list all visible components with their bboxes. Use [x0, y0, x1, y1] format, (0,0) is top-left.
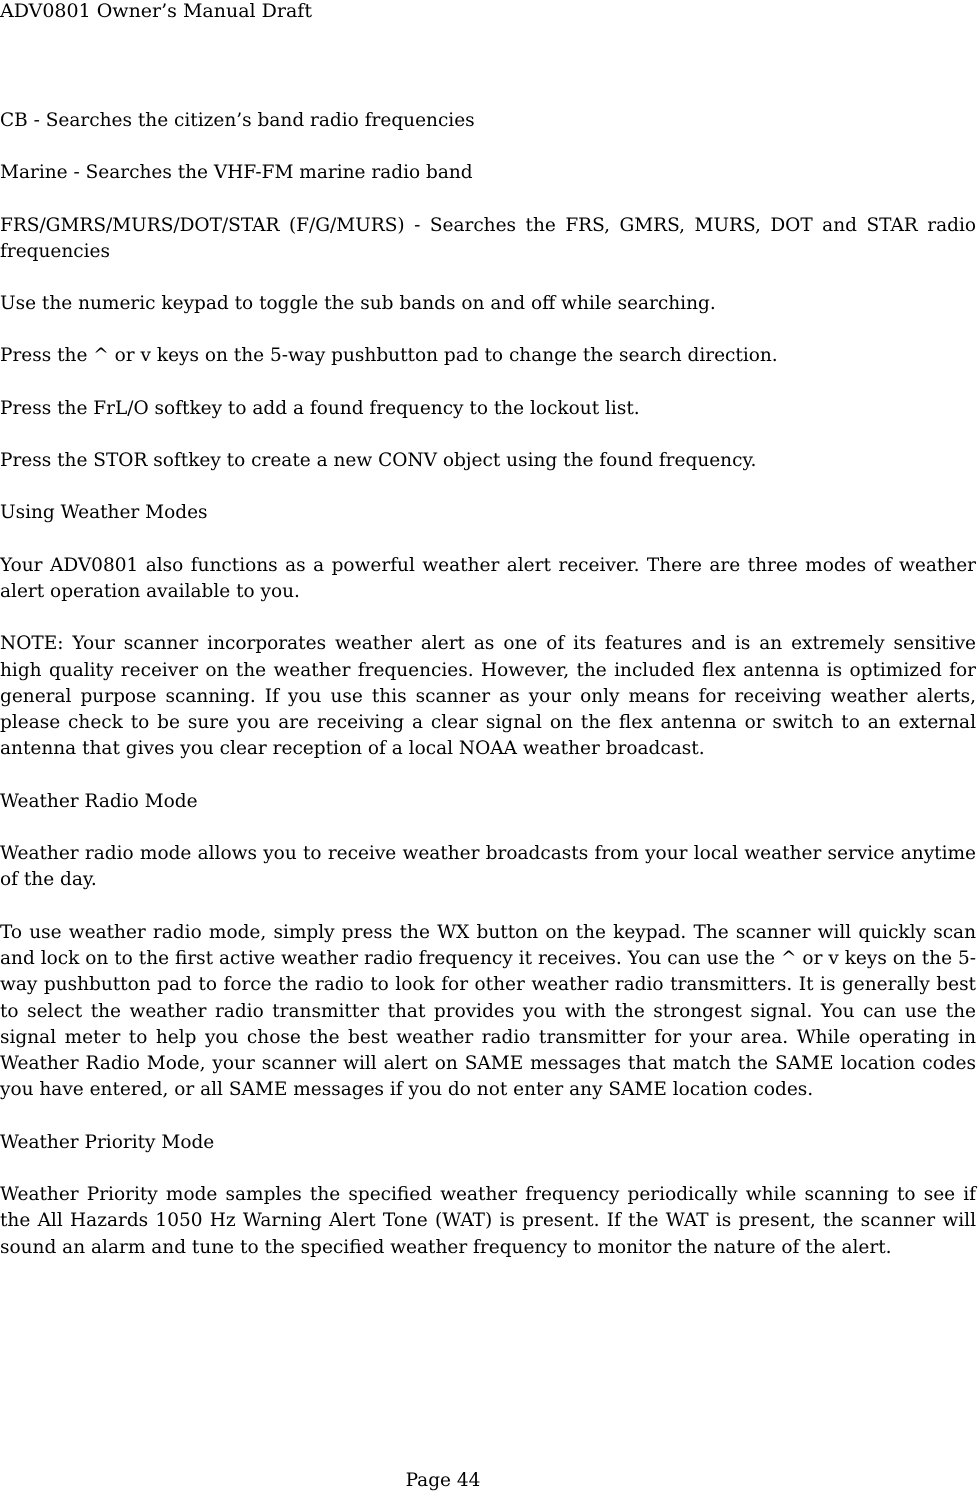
paragraph-search-direction: Press the ^ or v keys on the 5-way pushbutton pad to change the search direction.: [0, 345, 778, 367]
section-heading-weather-modes: Using Weather Modes: [0, 502, 208, 524]
paragraph-weather-priority-mode: Weather Priority mode samples the specified weather frequency periodically while scanning to see if the All Hazards 1050 Hz Warning Alert Tone (WAT) is present. If the WAT is present, the scanner will sound an alarm and tune to the specified weather frequency to monitor the nature of the alert.: [0, 1184, 976, 1258]
paragraph-note: NOTE: Your scanner incorporates weather alert as one of its features and is an extremely sensitive high quality receiver on the weather frequencies. However, the included flex antenna is optimized for general purpose scanning. If you use this scanner as your only means for receiving weather alerts, please check to be sure you are receiving a clear signal on the flex antenna or switch to an external antenna that gives you clear reception of a local NOAA weather broadcast.: [0, 633, 976, 760]
paragraph-keypad-toggle: Use the numeric keypad to toggle the sub bands on and off while searching.: [0, 293, 716, 315]
paragraph-weather-radio-usage: To use weather radio mode, simply press the WX button on the keypad. The scanner will quickly scan and lock on to the first active weather radio frequency it receives. You can use the ^ or v keys on the 5-way pushbutton pad to force the radio to look for other weather radio transmitters. It is generally best to select the weather radio transmitter that provides you with the strongest signal. You can use the signal meter to help you chose the best weather radio transmitter for your area. While operating in Weather Radio Mode, your scanner will alert on SAME messages that match the SAME location codes you have entered, or all SAME messages if you do not enter any SAME location codes.: [0, 921, 976, 1101]
page-number: Page 44: [405, 1470, 481, 1491]
paragraph-weather-radio-mode: Weather radio mode allows you to receive weather broadcasts from your local weather service anytime of the day.: [0, 843, 976, 891]
paragraph-stor: Press the STOR softkey to create a new CONV object using the found frequency.: [0, 450, 757, 472]
paragraph-weather-intro: Your ADV0801 also functions as a powerful weather alert receiver. There are three modes of weather alert operation available to you.: [0, 554, 976, 602]
section-heading-weather-priority-mode: Weather Priority Mode: [0, 1131, 215, 1153]
paragraph-frs-gmrs: FRS/GMRS/MURS/DOT/STAR (F/G/MURS) - Searches the FRS, GMRS, MURS, DOT and STAR radio frequencies: [0, 214, 976, 262]
paragraph-marine: Marine - Searches the VHF-FM marine radio band: [0, 162, 473, 184]
paragraph-lockout: Press the FrL/O softkey to add a found frequency to the lockout list.: [0, 397, 640, 419]
paragraph-cb: CB - Searches the citizen’s band radio frequencies: [0, 110, 475, 131]
document-body: [0, 108, 976, 1287]
section-heading-weather-radio-mode: Weather Radio Mode: [0, 790, 198, 812]
document-header: ADV0801 Owner’s Manual Draft: [0, 0, 312, 22]
